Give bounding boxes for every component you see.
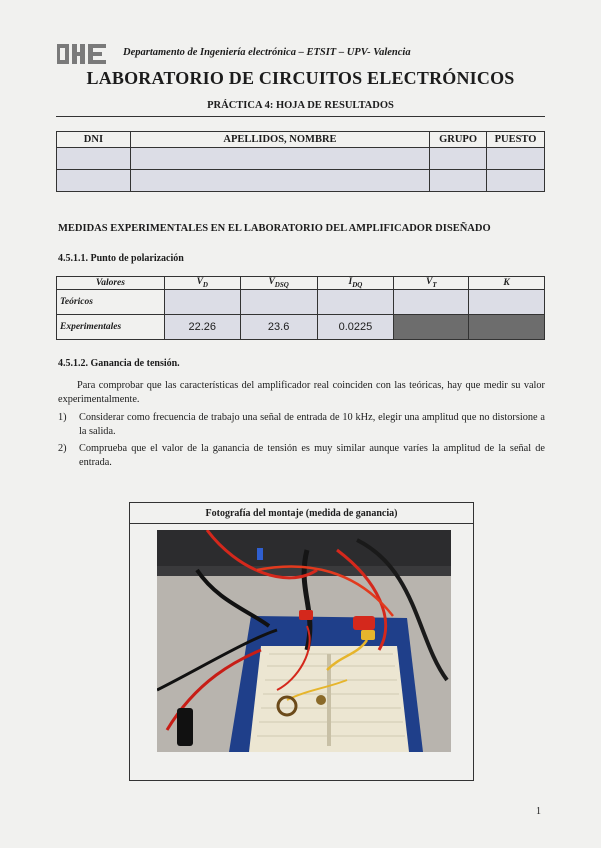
theoretical-vt-cell[interactable] [394, 290, 469, 315]
theoretical-vdsq-cell[interactable] [240, 290, 317, 315]
seat-cell[interactable] [487, 170, 545, 192]
header-values: Valores [57, 277, 165, 290]
experimental-idq-cell[interactable]: 0.0225 [317, 315, 394, 340]
list-item-text: Considerar como frecuencia de trabajo una señal de entrada de 10 kHz, elegir una amplitud que no distorsione a la salida. [79, 412, 545, 437]
list-item [58, 411, 545, 439]
theoretical-k-cell[interactable] [469, 290, 545, 315]
bias-table-header [57, 277, 545, 290]
group-cell[interactable] [430, 148, 487, 170]
breadboard-photo [157, 530, 451, 752]
experimental-vt-cell [394, 315, 469, 340]
student-table-header [57, 132, 545, 148]
theoretical-vd-cell[interactable] [164, 290, 240, 315]
student-row [57, 170, 545, 192]
seat-cell[interactable] [487, 148, 545, 170]
section-title: MEDIDAS EXPERIMENTALES EN EL LABORATORIO DEL AMPLIFICADOR DISEÑADO [58, 223, 491, 234]
header-vt: $V_T$ [394, 277, 469, 290]
department-line: Departamento de Ingeniería electrónica – ETSIT – UPV- Valencia [123, 47, 411, 58]
document-subtitle: PRÁCTICA 4: HOJA DE RESULTADOS [207, 100, 394, 111]
photo-box [129, 502, 474, 781]
list-item-text: Comprueba que el valor de la ganancia de tensión es muy similar aunque varíes la amplitud de la señal de entrada. [79, 443, 545, 468]
header-vdsq: $V_{DSQ}$ [240, 277, 317, 290]
header-dni: DNI [57, 132, 131, 148]
theoretical-row [57, 290, 545, 315]
bias-point-heading: 4.5.1.1. Punto de polarización [58, 253, 184, 264]
page-number: 1 [536, 806, 541, 817]
experimental-k-cell [469, 315, 545, 340]
photo-title: Fotografía del montaje (medida de ganancia) [205, 508, 398, 519]
theoretical-idq-cell[interactable] [317, 290, 394, 315]
student-info-table [56, 131, 545, 192]
name-cell[interactable] [130, 170, 429, 192]
gain-paragraph: Para comprobar que las características del amplificador real coinciden con las teóricas, hay que medir su valor experimentalmente. [58, 380, 545, 405]
gain-heading: 4.5.1.2. Ganancia de tensión. [58, 358, 180, 369]
list-item-number: 1) [58, 412, 67, 423]
experimental-vdsq-cell[interactable]: 23.6 [240, 315, 317, 340]
group-cell[interactable] [430, 170, 487, 192]
header-group: GRUPO [430, 132, 487, 148]
list-item-number: 2) [58, 443, 67, 454]
photo-title-divider [130, 523, 473, 524]
bias-point-table [56, 276, 545, 340]
theoretical-label: Teóricos [57, 290, 165, 315]
experimental-row [57, 315, 545, 340]
document-title: LABORATORIO DE CIRCUITOS ELECTRÓNICOS [86, 68, 515, 88]
header-k: K [469, 277, 545, 290]
list-item [58, 442, 545, 470]
dni-cell[interactable] [57, 170, 131, 192]
header-vd: $V_D$ [164, 277, 240, 290]
header-idq: $I_{DQ}$ [317, 277, 394, 290]
header-seat: PUESTO [487, 132, 545, 148]
dni-cell[interactable] [57, 148, 131, 170]
student-row [57, 148, 545, 170]
name-cell[interactable] [130, 148, 429, 170]
die-logo [57, 42, 109, 66]
header-divider [56, 116, 545, 117]
header-name: APELLIDOS, NOMBRE [130, 132, 429, 148]
experimental-vd-cell[interactable]: 22.26 [164, 315, 240, 340]
experimental-label: Experimentales [57, 315, 165, 340]
